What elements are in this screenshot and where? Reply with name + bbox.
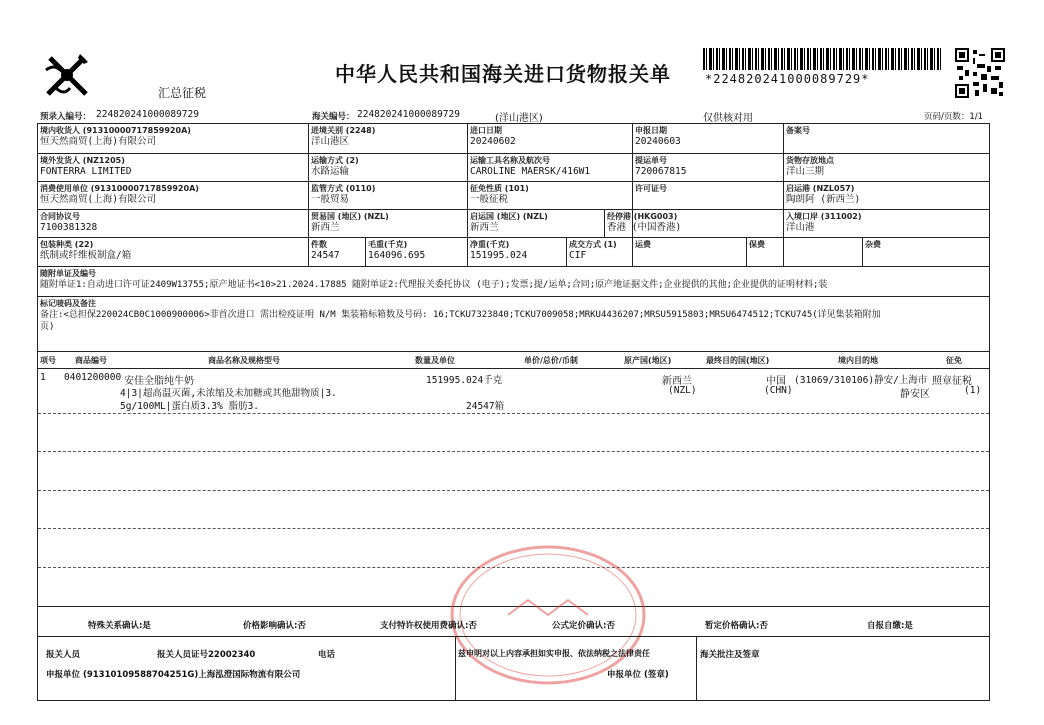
- goods-destination-code: (CHN): [764, 385, 793, 396]
- goods-hs-code: 0401200000: [64, 372, 122, 383]
- provisional-price-confirm: 暂定价格确认:否: [705, 621, 768, 631]
- customs-no-label: 海关编号：: [312, 112, 355, 122]
- departure-port-cell: 启运港 (NZL057) 陶朗阿 (新西兰): [786, 184, 861, 205]
- goods-spec-line1: 4|3|超高温灭菌,未浓缩及未加糖或其他甜物质|3.: [120, 388, 337, 399]
- goods-levy: 照章征税: [932, 376, 972, 387]
- package-type-cell: 包装种类 (22) 纸制或纤维板制盒/箱: [40, 240, 132, 261]
- col-district: 境内目的地: [838, 356, 878, 365]
- goods-levy-code: (1): [964, 385, 982, 396]
- transaction-mode-cell: 成交方式 (1) CIF: [569, 240, 617, 261]
- qr-code-icon: [955, 48, 1005, 98]
- self-pay-confirm: 自报自缴:是: [867, 621, 913, 631]
- transit-port-cell: 经停港 (HKG003) 香港 (中国香港): [607, 212, 682, 233]
- col-price: 单价/总价/币制: [524, 356, 578, 365]
- declare-date-cell: 申报日期 20240603: [635, 126, 681, 147]
- barcode: [703, 48, 941, 70]
- remarks-cell: 标记唛码及备注 备注:<总担保220024CB0C1000900006>非首次进口 需出检疫证明 N/M 集装箱标箱数及号码: 16;TCKU7323840;TCKU7009058;MRKU4436207;MRSU5915803;MRSU6474512;TCKU745(详见集装箱附加 页): [40, 299, 881, 332]
- contract-no-cell: 合同协议号 7100381328: [40, 212, 98, 233]
- bill-of-lading-cell: 提运单号 720067815: [635, 156, 687, 177]
- tax-mode: 汇总征税: [158, 86, 207, 100]
- phone-label: 电话: [318, 650, 336, 660]
- storage-place-cell: 货物存放地点 洋山三期: [786, 156, 834, 177]
- freight-cell: 运费: [635, 240, 651, 249]
- goods-origin-code: (NZL): [668, 385, 697, 396]
- net-weight-cell: 净重(千克) 151995.024: [470, 240, 528, 261]
- entry-point-cell: 入境口岸 (311002) 洋山港: [786, 212, 862, 233]
- goods-name: 安佳全脂纯牛奶: [124, 376, 194, 387]
- consumer-unit-cell: 消费使用单位 (91310000717859920A) 恒天然商贸(上海)有限公司: [40, 184, 199, 205]
- prerecord-label: 预录入编号：: [40, 112, 92, 122]
- gross-weight-cell: 毛重(千克) 164096.695: [368, 240, 426, 261]
- special-relation-confirm: 特殊关系确认:是: [88, 621, 151, 631]
- declarant-cert-no: 报关人员证号22002340: [157, 650, 256, 660]
- goods-origin: 新西兰: [662, 376, 692, 387]
- import-date-cell: 进口日期 20240602: [470, 126, 516, 147]
- attached-docs-cell: 随附单证及编号 随附单证1:自动进口许可证2409W13755;原产地证书<10>21.2024.17885 随附单证2:代理报关委托协议 (电子);发票;提/运单;合同;原产地证据文件;企业提供的其他;企业提供的证明材料;装: [40, 269, 828, 290]
- trade-country-cell: 贸易国 (地区) (NZL) 新西兰: [311, 212, 389, 233]
- entry-port-cell: 进境关别 (2248) 洋山港区: [311, 126, 376, 147]
- prerecord-no: 224820241000089729: [96, 109, 199, 120]
- port-note: (洋山港区): [495, 113, 543, 124]
- col-name: 商品名称及规格型号: [208, 356, 280, 365]
- declaring-unit-signature: 申报单位 (签章): [607, 670, 669, 680]
- record-no-cell: 备案号: [786, 126, 810, 135]
- consignee-cell: 境内收货人 (91310000717859920A) 恒天然商贸(上海)有限公司: [40, 126, 191, 147]
- goods-item-no: 1: [40, 372, 46, 383]
- pieces-cell: 件数 24547: [311, 240, 340, 261]
- page-title: 中华人民共和国海关进口货物报关单: [335, 62, 671, 86]
- goods-district: (31069/310106)静安/上海市: [794, 375, 928, 386]
- insurance-cell: 保费: [749, 240, 765, 249]
- customs-emblem-icon: [40, 48, 94, 102]
- declaring-unit: 申报单位 (91310109588704251G)上海泓澄国际物流有限公司: [46, 670, 301, 680]
- customs-signature-label: 海关批注及签章: [700, 650, 760, 660]
- barcode-text: *224820241000089729*: [705, 72, 870, 86]
- col-hs-code: 商品编号: [75, 356, 107, 365]
- consignor-cell: 境外发货人 (NZ1205) FONTERRA LIMITED: [40, 156, 132, 177]
- customs-no: 224820241000089729: [357, 109, 460, 120]
- col-item-no: 项号: [40, 356, 56, 365]
- price-effect-confirm: 价格影响确认:否: [243, 621, 306, 631]
- vessel-voyage-cell: 运输工具名称及航次号 CAROLINE MAERSK/416W1: [470, 156, 591, 177]
- goods-qty-box: 24547箱: [466, 401, 505, 412]
- supervision-mode-cell: 监管方式 (0110) 一般贸易: [311, 184, 376, 205]
- goods-district-2: 静安区: [900, 389, 930, 400]
- col-destination: 最终目的国(地区): [706, 356, 770, 365]
- goods-destination: 中国: [766, 376, 786, 387]
- transport-mode-cell: 运输方式 (2) 水路运输: [311, 156, 359, 177]
- departure-country-cell: 启运国 (地区) (NZL) 新西兰: [470, 212, 548, 233]
- formula-price-confirm: 公式定价确认:否: [552, 621, 615, 631]
- col-origin: 原产国(地区): [624, 356, 672, 365]
- royalty-confirm: 支付特许权使用费确认:否: [380, 621, 477, 631]
- page-number: 页码/页数：1/1: [924, 112, 984, 122]
- goods-qty-kg: 151995.024千克: [426, 375, 503, 386]
- verify-note: 仅供核对用: [703, 113, 753, 124]
- misc-fee-cell: 杂费: [865, 240, 881, 249]
- license-no-cell: 许可证号: [635, 184, 667, 193]
- levy-nature-cell: 征免性质 (101) 一般征税: [470, 184, 529, 205]
- declaration-statement: 兹申明对以上内容承担如实申报、依法纳税之法律责任: [458, 649, 650, 658]
- col-levy: 征免: [946, 356, 962, 365]
- col-qty: 数量及单位: [415, 356, 455, 365]
- goods-spec-line2: 5g/100ML|蛋白质3.3% 脂肪3.: [120, 401, 260, 412]
- declarant-label: 报关人员: [46, 650, 81, 660]
